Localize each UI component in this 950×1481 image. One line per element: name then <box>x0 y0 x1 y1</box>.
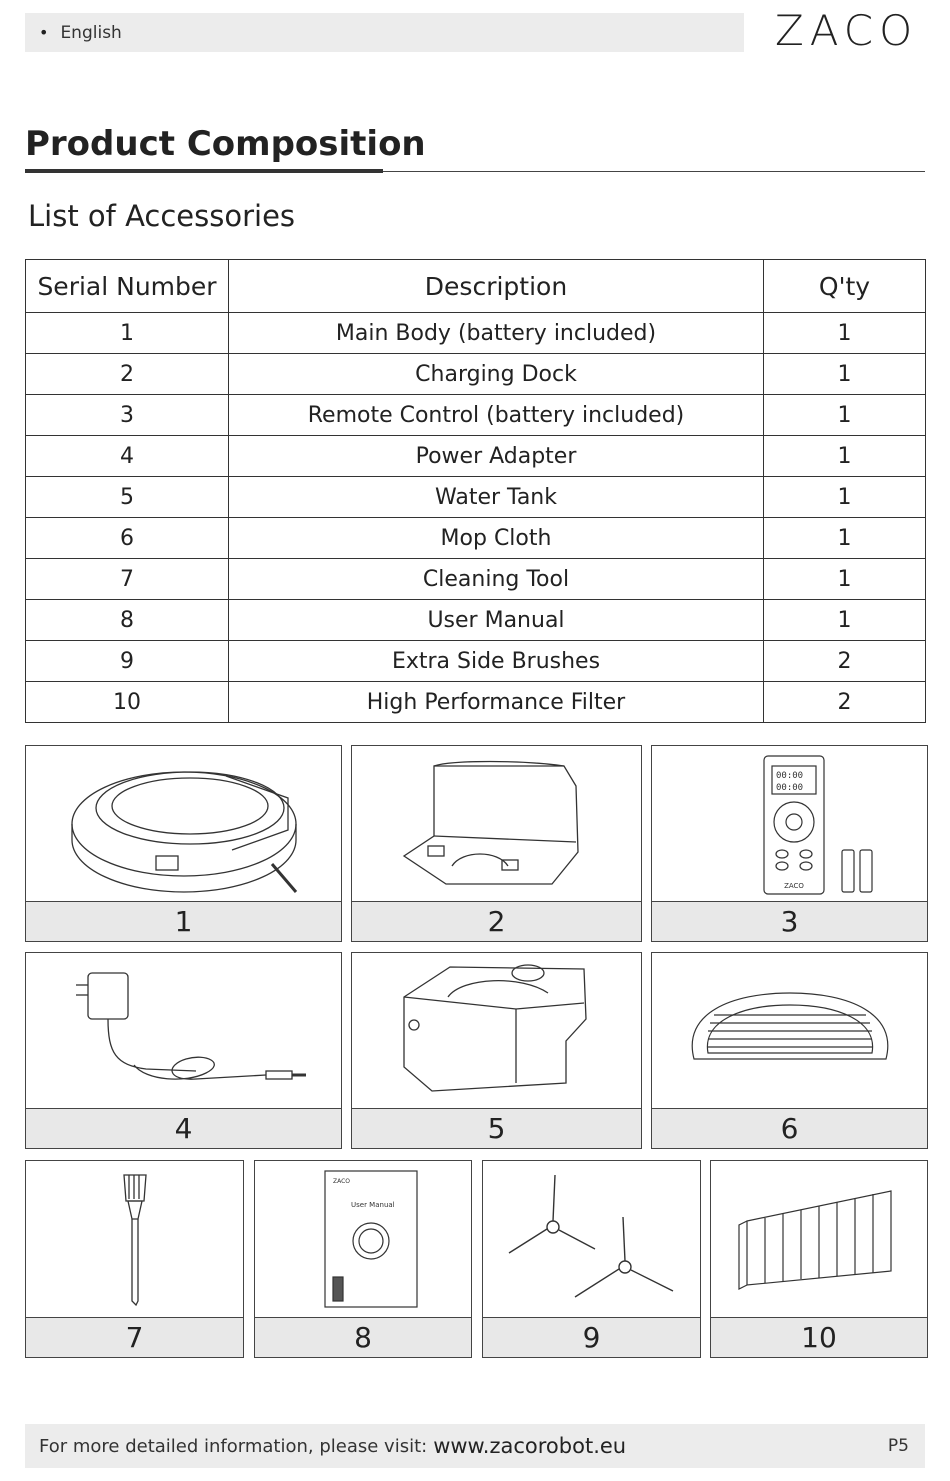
title-underline <box>25 169 383 173</box>
serial-cell: 2 <box>26 354 229 395</box>
table-row <box>26 395 926 436</box>
qty-cell: 1 <box>764 518 926 559</box>
figure-filter <box>710 1160 928 1358</box>
qty-cell: 2 <box>764 641 926 682</box>
figure-water-tank <box>351 952 642 1149</box>
description-cell: High Performance Filter <box>229 682 764 723</box>
manual-brand-text: ZACO <box>333 1178 351 1185</box>
description-cell: Power Adapter <box>229 436 764 477</box>
description-cell: Extra Side Brushes <box>229 641 764 682</box>
figure-charging-dock <box>351 745 642 942</box>
figure-remote-control <box>651 745 928 942</box>
mop-cloth-icon <box>652 953 927 1109</box>
column-header-description: Description <box>229 260 764 313</box>
column-header-qty: Q'ty <box>764 260 926 313</box>
figure-label: 7 <box>26 1317 243 1357</box>
qty-cell: 1 <box>764 477 926 518</box>
figure-power-adapter <box>25 952 342 1149</box>
qty-cell: 1 <box>764 559 926 600</box>
remote-display-text: 00:00 <box>776 783 804 793</box>
remote-display-text: 00:00 <box>776 771 804 781</box>
serial-cell: 3 <box>26 395 229 436</box>
figure-label: 1 <box>26 901 341 941</box>
table-row <box>26 477 926 518</box>
qty-cell: 1 <box>764 436 926 477</box>
table-row <box>26 313 926 354</box>
serial-cell: 9 <box>26 641 229 682</box>
robot-vacuum-icon <box>26 746 341 902</box>
qty-cell: 1 <box>764 354 926 395</box>
bullet-icon: • <box>39 23 49 42</box>
figure-label: 4 <box>26 1108 341 1148</box>
serial-cell: 5 <box>26 477 229 518</box>
figure-cleaning-tool <box>25 1160 244 1358</box>
figure-label: 6 <box>652 1108 927 1148</box>
figure-side-brushes <box>482 1160 701 1358</box>
language-label: English <box>60 22 122 43</box>
serial-cell: 4 <box>26 436 229 477</box>
table-row <box>26 641 926 682</box>
description-cell: Water Tank <box>229 477 764 518</box>
charging-dock-icon <box>352 746 641 902</box>
qty-cell: 2 <box>764 682 926 723</box>
power-adapter-icon <box>26 953 341 1109</box>
description-cell: Charging Dock <box>229 354 764 395</box>
figure-main-body <box>25 745 342 942</box>
water-tank-icon <box>352 953 641 1109</box>
table-row <box>26 354 926 395</box>
figure-label: 5 <box>352 1108 641 1148</box>
qty-cell: 1 <box>764 600 926 641</box>
logo-text: ZACO <box>775 6 919 55</box>
figure-label: 3 <box>652 901 927 941</box>
serial-cell: 6 <box>26 518 229 559</box>
description-cell: Cleaning Tool <box>229 559 764 600</box>
table-row <box>26 682 926 723</box>
remote-brand-text: ZACO <box>784 882 804 890</box>
serial-cell: 1 <box>26 313 229 354</box>
page-title: Product Composition <box>25 124 426 164</box>
figure-label: 2 <box>352 901 641 941</box>
serial-cell: 7 <box>26 559 229 600</box>
website-link[interactable]: www.zacorobot.eu <box>433 1434 627 1458</box>
manual-title-text: User Manual <box>351 1201 395 1209</box>
description-cell: Remote Control (battery included) <box>229 395 764 436</box>
accessories-table <box>25 259 926 723</box>
description-cell: Main Body (battery included) <box>229 313 764 354</box>
figure-label: 10 <box>711 1317 927 1357</box>
table-row <box>26 436 926 477</box>
column-header-serial: Serial Number <box>26 260 229 313</box>
section-title: List of Accessories <box>28 199 296 233</box>
qty-cell: 1 <box>764 313 926 354</box>
footer-bar <box>25 1424 925 1468</box>
page-number: P5 <box>887 1436 909 1456</box>
table-row <box>26 518 926 559</box>
remote-control-icon <box>652 746 927 902</box>
filter-icon <box>711 1161 927 1318</box>
table-row <box>26 559 926 600</box>
table-header-row <box>26 260 926 313</box>
qty-cell: 1 <box>764 395 926 436</box>
description-cell: User Manual <box>229 600 764 641</box>
footer-text: For more detailed information, please visit: <box>39 1435 428 1457</box>
brand-logo <box>775 6 918 55</box>
figure-label: 8 <box>255 1317 471 1357</box>
user-manual-icon <box>255 1161 471 1318</box>
table-row <box>26 600 926 641</box>
figure-mop-cloth <box>651 952 928 1149</box>
figure-label: 9 <box>483 1317 700 1357</box>
description-cell: Mop Cloth <box>229 518 764 559</box>
cleaning-brush-icon <box>26 1161 243 1318</box>
side-brush-icon <box>483 1161 700 1318</box>
serial-cell: 10 <box>26 682 229 723</box>
serial-cell: 8 <box>26 600 229 641</box>
figure-user-manual <box>254 1160 472 1358</box>
language-bar <box>25 13 744 52</box>
